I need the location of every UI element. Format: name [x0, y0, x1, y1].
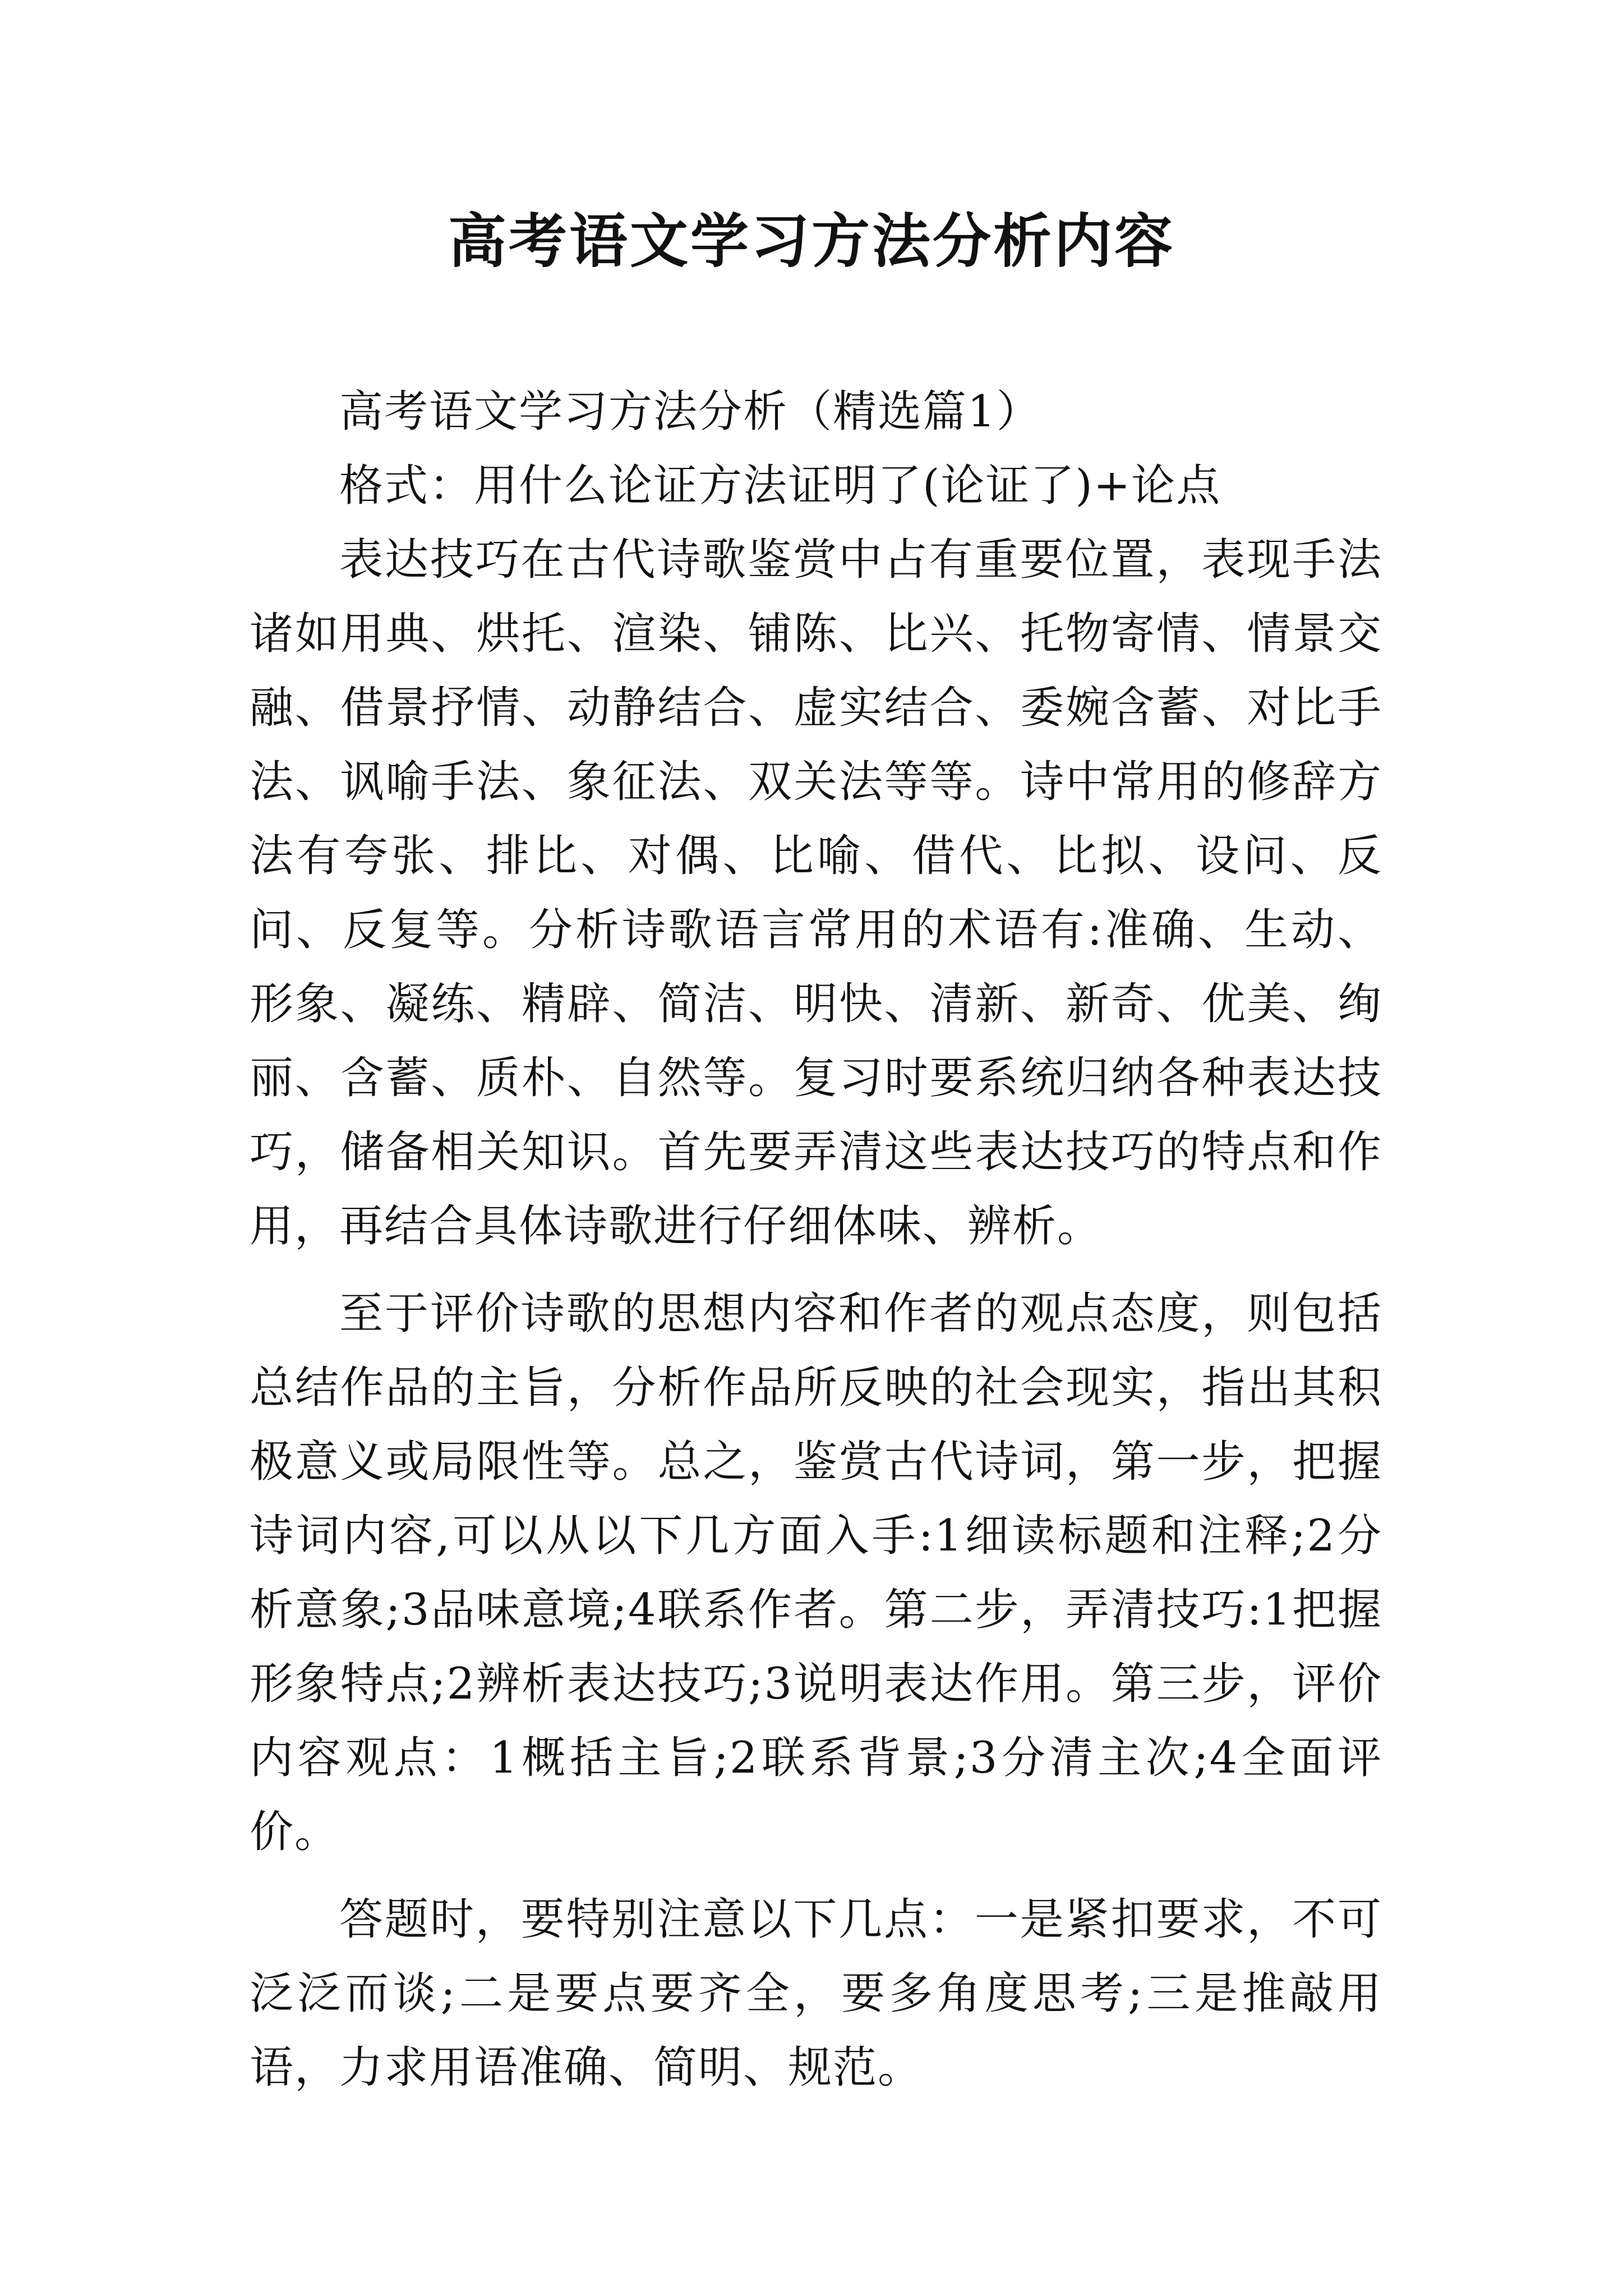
paragraph-spacer	[250, 1869, 1382, 1883]
document-body	[250, 375, 1382, 2105]
paragraph-expression-techniques: 表达技巧在古代诗歌鉴赏中占有重要位置，表现手法诸如用典、烘托、渲染、铺陈、比兴、托物寄情、情景交融、借景抒情、动静结合、虚实结合、委婉含蓄、对比手法、讽喻手法、象征法、双关法等等。诗中常用的修辞方法有夸张、排比、对偶、比喻、借代、比拟、设问、反问、反复等。分析诗歌语言常用的术语有:准确、生动、形象、凝练、精辟、简洁、明快、清新、新奇、优美、绚丽、含蓄、质朴、自然等。复习时要系统归纳各种表达技巧，储备相关知识。首先要弄清这些表达技巧的特点和作用，再结合具体诗歌进行仔细体味、辨析。	[250, 535, 1382, 1251]
paragraph-spacer	[250, 1263, 1382, 1277]
document-title: 高考语文学习方法分析内容	[448, 206, 1175, 275]
paragraph-evaluation-content: 至于评价诗歌的思想内容和作者的观点态度，则包括总结作品的主旨，分析作品所反映的社会现实，指出其积极意义或局限性等。总之，鉴赏古代诗词，第一步，把握诗词内容,可以从以下几方面入手:1细读标题和注释;2分析意象;3品味意境;4联系作者。第二步，弄清技巧:1把握形象特点;2辨析表达技巧;3说明表达作用。第三步，评价内容观点：1概括主旨;2联系背景;3分清主次;4全面评价。	[250, 1289, 1382, 1857]
format-line: 格式：用什么论证方法证明了(论证了)+论点	[339, 461, 1221, 511]
section-heading: 高考语文学习方法分析（精选篇1）	[339, 386, 1041, 437]
paragraph-answer-tips: 答题时，要特别注意以下几点：一是紧扣要求，不可泛泛而谈;二是要点要齐全，要多角度思考;三是推敲用语，力求用语准确、简明、规范。	[250, 1894, 1382, 2093]
